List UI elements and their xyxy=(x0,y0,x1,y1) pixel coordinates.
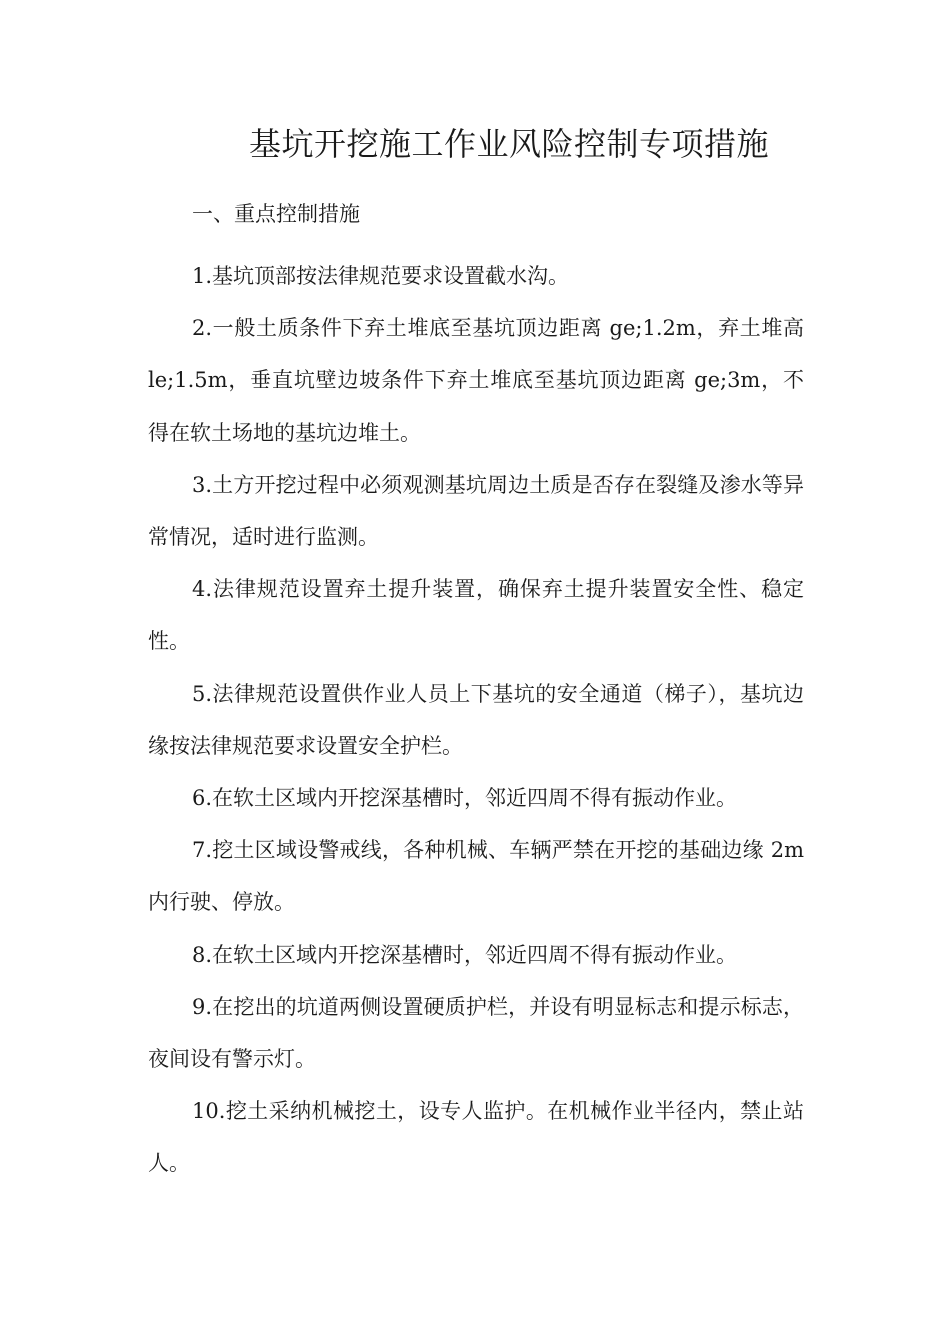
paragraph-5: 5.法律规范设置供作业人员上下基坑的安全通道（梯子），基坑边缘按法律规范要求设置安全护栏。 xyxy=(148,681,804,758)
paragraph-1: 1.基坑顶部按法律规范要求设置截水沟。 xyxy=(192,264,570,288)
document-title: 基坑开挖施工作业风险控制专项措施 xyxy=(248,125,769,163)
section-heading: 一、重点控制措施 xyxy=(192,202,360,226)
paragraph-6: 6.在软土区域内开挖深基槽时，邻近四周不得有振动作业。 xyxy=(192,786,738,811)
paragraph-2: 2.一般土质条件下弃土堆底至基坑顶边距离 ge;1.2m，弃土堆高 le;1.5m，垂直坑壁边坡条件下弃土堆底至基坑顶边距离 ge;3m，不得在软土场地的基坑边堆土。 xyxy=(148,316,804,445)
paragraph-4: 4.法律规范设置弃土提升装置，确保弃土提升装置安全性、稳定性。 xyxy=(148,577,804,654)
document-body xyxy=(148,250,804,1190)
paragraph-7: 7.挖土区域设警戒线，各种机械、车辆严禁在开挖的基础边缘 2m 内行驶、停放。 xyxy=(148,838,804,915)
paragraph-3: 3.土方开挖过程中必须观测基坑周边土质是否存在裂缝及渗水等异常情况，适时进行监测。 xyxy=(148,472,804,550)
paragraph-10: 10.挖土采纳机械挖土，设专人监护。在机械作业半径内，禁止站人。 xyxy=(148,1099,804,1176)
paragraph-8: 8.在软土区域内开挖深基槽时，邻近四周不得有振动作业。 xyxy=(192,942,738,967)
paragraph-9: 9.在挖出的坑道两侧设置硬质护栏，并设有明显标志和提示标志，夜间设有警示灯。 xyxy=(148,994,804,1072)
